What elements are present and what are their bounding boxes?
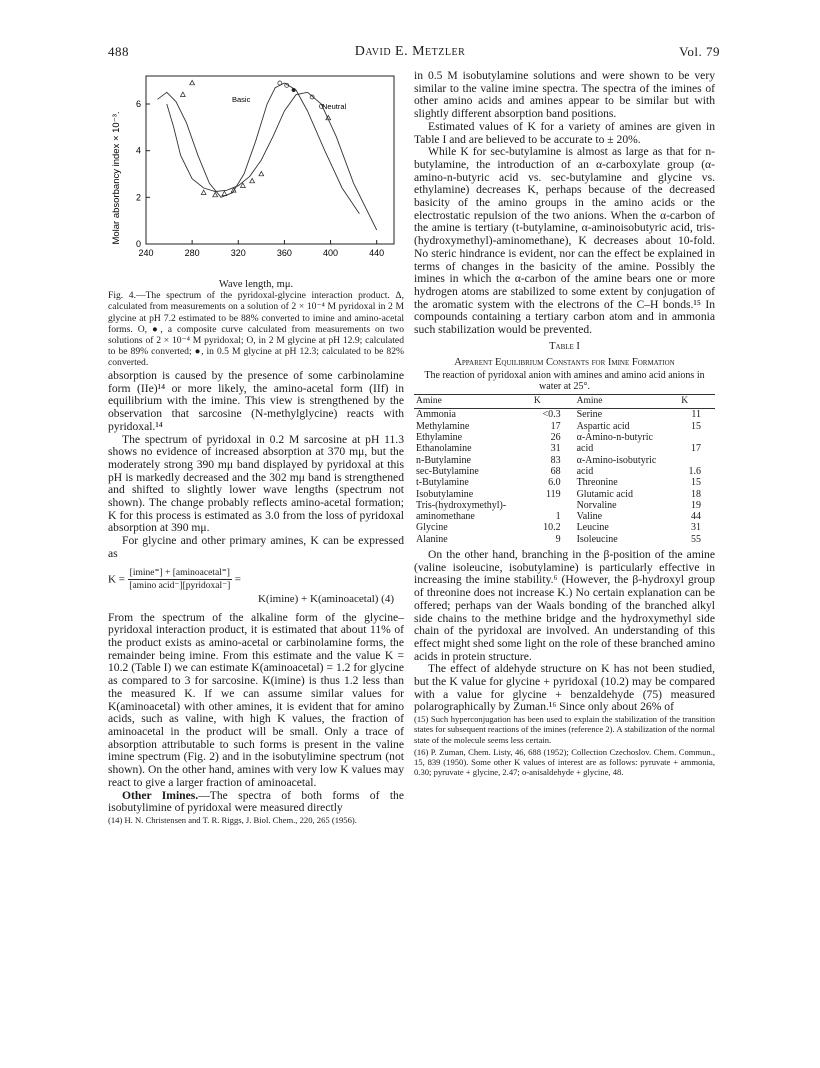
left-paragraph-5-text: —The spectra of both forms of the isobutylimine of pyridoxal were measured directly: [108, 788, 405, 815]
table-cell-amine: acid: [576, 443, 594, 455]
x-tick-label: 440: [369, 248, 385, 258]
data-markers: [181, 80, 331, 196]
y-tick-label: 0: [135, 239, 141, 249]
table-row: [414, 466, 715, 477]
y-tick-label: 6: [135, 99, 141, 109]
equation-4: [108, 567, 404, 606]
table-row: [414, 432, 715, 443]
table-row: [414, 443, 715, 454]
table-cell-amine: Valine: [576, 511, 603, 523]
x-axis-label: Wave length, mμ.: [218, 279, 294, 290]
y-tick-label: 4: [135, 145, 141, 156]
basic-series-label: Basic: [232, 95, 251, 104]
table-cell-k: 9: [555, 533, 561, 545]
neutral-series-label: Neutral: [322, 102, 347, 111]
table-cell-amine: α-Amino-n-butyric: [576, 432, 653, 444]
table-cell-k: 17: [550, 420, 561, 432]
table-header: K: [679, 395, 715, 409]
table-cell-k: 17: [691, 443, 701, 455]
running-head-author: David E. Metzler: [354, 44, 466, 59]
y-tick-label: 2: [135, 192, 141, 203]
figure-caption: Fig. 4.—The spectrum of the pyridoxal-glycine interaction product. Δ, calculated from measurements on a solution of 2 × 10⁻⁴ M pyridoxal in 2 M glycine at pH 7.2 estimated to be 88% converted to imine and amino-acetal forms. O, ●, a composite curve calculated from measurements on two solutions of 2 × 10⁻⁴ M pyridoxal; O, in 2 M glycine at pH 12.9; calculated to be 89% converted; ●, in 0.5 M glycine at pH 12.3; calculated to be 82% converted.: [108, 290, 404, 369]
equation-k: K =: [108, 573, 125, 586]
triangle-marker: [222, 191, 227, 195]
equation-fraction: [128, 567, 232, 593]
right-paragraph-5: The effect of aldehyde structure on K has not been studied, but the K value for glycine + pyridoxal (10.2) may be compared with a value for glycine + benzaldehyde (75) measured polarographically by Zuman.¹⁶ Since only about 26% of: [414, 662, 715, 714]
left-paragraph-2: The spectrum of pyridoxal in 0.2 M sarcosine at pH 11.3 shows no evidence of increased absorption at 370 mμ, but the moderately strong 390 mμ band displayed by pyridoxal at this pH is markedly decreased and the 302 mμ band is strengthened and shifted to slightly lower wave lengths (spectrum not shown). The change probably reflects amino-acetal formation; K for this process is estimated as 3.0 from the loss of pyridoxal absorption at 390 mμ.: [108, 432, 404, 535]
table-cell-k: 119: [545, 488, 561, 500]
table-header: Amine: [575, 395, 680, 409]
triangle-marker: [259, 171, 264, 175]
tick-labels: [136, 99, 384, 258]
table-row: [414, 455, 715, 466]
table-cell-amine: Isobutylamine: [416, 488, 474, 500]
table-cell-k: 19: [691, 499, 701, 511]
right-column: [414, 70, 715, 777]
table-cell-k: 55: [691, 533, 701, 545]
left-paragraph-4: From the spectrum of the alkaline form of the glycine–pyridoxal interaction product, it is estimated that about 11% of the product exists as amino-acetal or carbinolamine forms, the remainder being imine. From this estimate and the value K = 10.2 (Table I) we can estimate K(aminoacetal) = 1.2 for glycine as compared to 3 for sarcosine. K(imine) is thus 1.2 less than the measured K. If we can assume similar values for K(aminoacetal) with other amines, it is evident that for amino acids, such as valine, with high K values, the fraction of aminoacetal in the product will be small. Only a trace of absorption attributable to such forms is present in the valine imine spectrum (Fig. 2) and in the isobutylimine spectrum (not shown). On the other hand, amines with very low K values may react to give a larger fraction of aminoacetal.: [108, 610, 404, 789]
table-cell-k: 6.0: [548, 477, 561, 489]
table-cell-k: 15: [691, 477, 701, 489]
table-cell-amine: sec-Butylamine: [416, 465, 479, 477]
table-cell-amine: Norvaline: [576, 499, 617, 511]
equation-denominator: [amino acid⁻][pyridoxal⁻]: [129, 581, 231, 592]
table-cell-k: 10.2: [543, 522, 561, 534]
table-cell-amine: Alanine: [416, 533, 448, 545]
table-cell-amine: t-Butylamine: [416, 477, 469, 489]
table-row: [414, 489, 715, 500]
x-tick-label: 400: [323, 248, 339, 258]
table-cell-amine: Ethylamine: [416, 432, 463, 444]
table-cell-k: 44: [691, 511, 701, 523]
table-cell-k: [679, 432, 715, 443]
footnote-15: (15) Such hyperconjugation has been used to explain the stabilization of the transition states for subsequent reactions of the imines (reference 2). A stabilization of the normal state of the molecule seems less certain.: [414, 714, 715, 745]
table-row: [414, 522, 715, 533]
footnote-16: (16) P. Zuman, Chem. Listy, 46, 688 (1952); Collection Czechoslov. Chem. Commun., 15, 839 (1950). Some other K values of interest are as follows: pyruvate + ammonia, 0.30; pyruvate + glycine, 2.47; o-anisaldehyde + glycine, 48.: [414, 746, 715, 778]
table-cell-k: 1: [555, 511, 561, 523]
x-tick-label: 280: [184, 248, 200, 258]
table-label: Table I: [549, 340, 580, 352]
spectrum-chart: [108, 68, 404, 278]
table-cell-amine: aminomethane: [416, 511, 475, 523]
left-paragraph-5: [108, 790, 404, 815]
left-paragraph-1: absorption is caused by the presence of some carbinolamine form (IIe)¹⁴ or more likely, the amino-acetal form (IIf) in equilibrium with the imine. This view is strengthened by the observation that sarcosine (N-methylglycine) reacts with pyridoxal.¹⁴: [108, 369, 404, 433]
right-paragraph-2: Estimated values of K for a variety of amines are given in Table I and are believed to be accurate to ± 20%.: [414, 119, 715, 146]
table-cell-k: 15: [691, 420, 701, 432]
table-cell-amine: Tris-(hydroxymethyl)-: [416, 499, 507, 511]
table-cell-k: <0.3: [542, 409, 561, 421]
table-row: [414, 534, 715, 545]
section-heading-other-imines: Other Imines.: [122, 788, 199, 802]
filled-circle-marker: [292, 88, 296, 92]
table-title: Apparent Equilibrium Constants for Imine Formation: [454, 357, 675, 369]
neutral-series-line: [167, 92, 377, 230]
table-cell-amine: Threonine: [576, 477, 618, 489]
equation-second-line: K(imine) + K(aminoacetal) (4): [257, 592, 394, 605]
table-row: [414, 500, 715, 511]
table-header-row: [414, 395, 715, 409]
table-cell-amine: Serine: [576, 409, 603, 421]
triangle-marker: [201, 190, 206, 194]
figure-4: [108, 68, 404, 278]
right-paragraph-1: in 0.5 M isobutylamine solutions and were shown to be very similar to the valine imine spectra. The spectra of the imines of other amino acids and amines appear to be similar but with slightly different absorption band positions.: [414, 69, 715, 121]
left-paragraph-3: For glycine and other primary amines, K can be expressed as: [108, 534, 404, 560]
table-cell-amine: Leucine: [576, 522, 609, 534]
right-paragraph-4: On the other hand, branching in the β-position of the amine (valine isoleucine, isobutylamine) is particularly effective in increasing the imine stability.⁶ (However, the β-hydroxyl group of threonine does not increase K.) No certain explanation can be offered; perhaps van der Waals bonding of the branched alkyl side chains to the methine bridge and the hydroxymethyl side chain of the pyridoxal are involved. An understanding of this effect might shed some light on the role of these branched amino acids in protein structure.: [414, 548, 715, 663]
table-cell-k: 11: [691, 409, 701, 421]
table-cell-k: 26: [550, 432, 561, 444]
table-cell-amine: Glycine: [416, 522, 448, 534]
table-cell-amine: Isoleucine: [576, 533, 618, 545]
left-column: [108, 370, 404, 825]
table-cell-k: 83: [550, 454, 561, 466]
triangle-marker: [213, 192, 218, 196]
table-cell-k: [532, 500, 575, 511]
table-row: [414, 477, 715, 488]
table-cell-amine: Aspartic acid: [576, 420, 630, 432]
table-cell-amine: n-Butylamine: [416, 454, 471, 466]
table-cell-amine: Methylamine: [416, 420, 470, 432]
table-cell-amine: Ammonia: [416, 409, 456, 421]
open-circle-marker: [278, 81, 282, 85]
table-cell-k: 31: [550, 443, 561, 455]
triangle-marker: [190, 80, 195, 84]
table-cell-amine: Ethanolamine: [416, 443, 472, 455]
right-paragraph-3: While K for sec-butylamine is almost as large as that for n-butylamine, the introduction of an α-carboxylate group (α-amino-n-butyric acid vs. sec-butylamine and glycine vs. ethylamine) decreases K, perhaps because of the decreased basicity of the amino groups in the amino acids or the electrostatic repulsion of the two anions. When the α-carbon of the amine is tertiary (t-butylamine, α-aminoisobutyric acid, tris-(hydroxymethyl)-aminomethane), K decreases about 10-fold. No steric hindrance is evident, nor can the effect be explained in terms of changes in the basicity of the amine. Possibly the imines in which the α-carbon of the amine bears one or more hydrogen atoms are stabilized to some extent by conjugation of the aromatic system with the electrons of the C–H bonds.¹⁵ In compounds containing a tertiary carbon atom and in ammonia such stabilization would be prevented.: [414, 145, 715, 337]
x-tick-label: 320: [230, 248, 246, 258]
equation-numerator: [imine⁼] + [aminoacetal⁼]: [128, 567, 232, 581]
footnote-14: (14) H. N. Christensen and T. R. Riggs, J. Biol. Chem., 220, 265 (1956).: [108, 814, 357, 825]
y-axis-label: Molar absorbancy index × 10⁻³.: [111, 111, 122, 245]
table-header: Amine: [414, 395, 532, 409]
equation-equals: =: [234, 573, 241, 586]
table-cell-amine: acid: [576, 465, 594, 477]
table-body: [414, 409, 715, 545]
x-tick-label: 360: [276, 248, 292, 258]
table-cell-k: 68: [550, 465, 561, 477]
table-row: [414, 421, 715, 432]
figure-caption-block: [108, 279, 404, 369]
table-cell-k: [679, 455, 715, 466]
table-cell-k: 18: [691, 488, 701, 500]
x-tick-label: 240: [138, 248, 154, 258]
table-row: [414, 409, 715, 421]
triangle-marker: [250, 178, 255, 182]
page-number: 488: [108, 44, 129, 59]
table-cell-amine: α-Amino-isobutyric: [576, 454, 657, 466]
table-cell-amine: Glutamic acid: [576, 488, 633, 500]
table-subtitle: The reaction of pyridoxal anion with amines and amino acid anions in water at 25°.: [424, 370, 705, 393]
table-cell-k: 1.6: [688, 465, 701, 477]
table-header: K: [532, 395, 575, 409]
volume-label: Vol. 79: [679, 44, 720, 59]
table-cell-k: 31: [691, 522, 701, 534]
equilibrium-table: [414, 394, 715, 545]
table-row: [414, 511, 715, 522]
triangle-marker: [181, 92, 186, 96]
